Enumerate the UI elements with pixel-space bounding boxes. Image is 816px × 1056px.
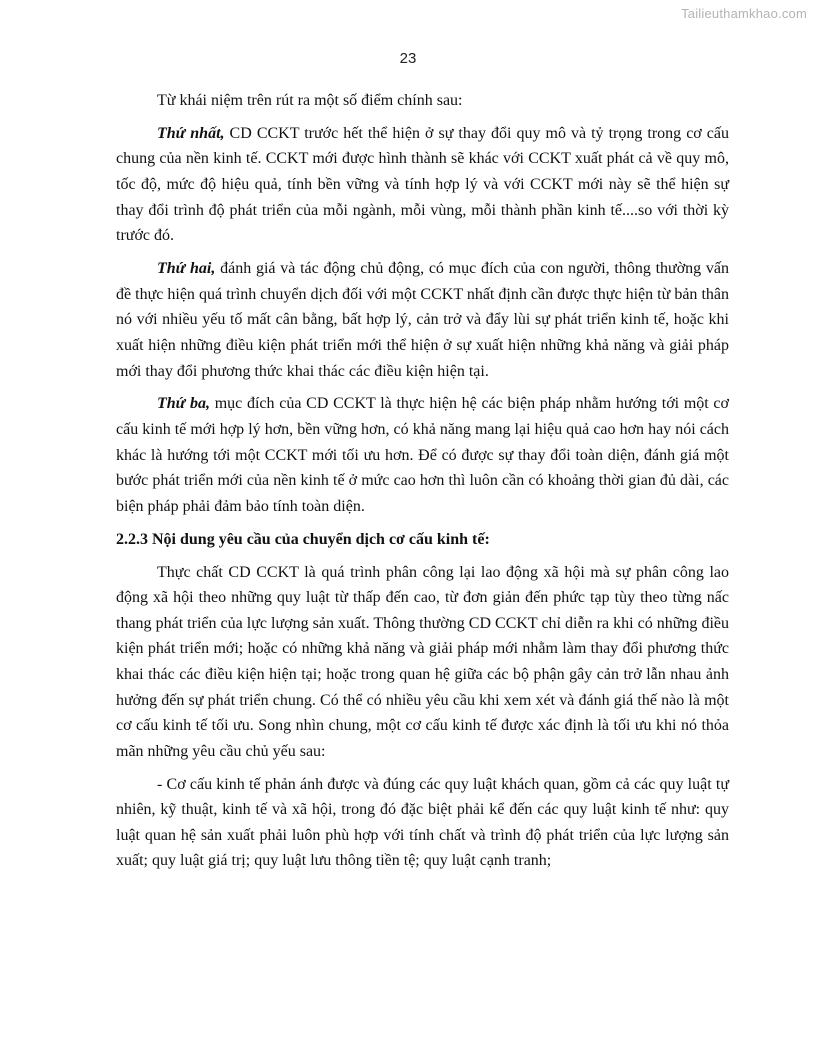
paragraph-intro-text: Từ khái niệm trên rút ra một số điểm chính sau:: [157, 92, 463, 109]
watermark: Tailieuthamkhao.com: [681, 6, 807, 21]
paragraph-requirement-1-text: - Cơ cấu kinh tế phản ánh được và đúng các quy luật khách quan, gồm cả các quy luật tự nhiên, kỹ thuật, kinh tế và xã hội, trong đó đặc biệt phải kể đến các quy luật kinh tế như: quy luật quan hệ sản xuất phải luôn phù hợp với tính chất và trình độ phát triển của lực lượng sản xuất; quy luật giá trị; quy luật lưu thông tiền tệ; quy luật cạnh tranh;: [116, 775, 729, 870]
paragraph-essence-text: Thực chất CD CCKT là quá trình phân công lại lao động xã hội mà sự phân công lao động xã hội theo những quy luật từ thấp đến cao, từ đơn giản đến phức tạp tùy theo từng nấc thang phát triển của lực lượng sản xuất. Thông thường CD CCKT chỉ diễn ra khi có những điều kiện phát triển mới; hoặc có những khả năng và giải pháp mới nhằm làm thay đổi phương thức khai thác các điều kiện hiện tại; hoặc trong quan hệ giữa các bộ phận gây cản trở lẫn nhau ảnh hưởng đến sự phát triển chung. Có thể có nhiều yêu cầu khi xem xét và đánh giá thế nào là một cơ cấu kinh tế tối ưu. Song nhìn chung, một cơ cấu kinh tế được xác định là tối ưu khi nó thỏa mãn những yêu cầu chủ yếu sau:: [116, 563, 729, 760]
section-heading: 2.2.3 Nội dung yêu cầu của chuyển dịch cơ cấu kinh tế:: [116, 530, 490, 548]
third-point-lead: Thứ ba,: [157, 395, 210, 413]
paragraph-essence: [116, 560, 729, 765]
paragraph-third-point: [116, 391, 729, 519]
paragraph-second-point: [116, 256, 729, 384]
first-point-text: CD CCKT trước hết thể hiện ở sự thay đổi quy mô và tỷ trọng trong cơ cấu chung của nền kinh tế. CCKT mới được hình thành sẽ khác với CCKT xuất phát cả về quy mô, tốc độ, mức độ hiệu quả, tính bền vững và tính hợp lý và với CCKT mới này sẽ thể hiện sự thay đổi trình độ phát triển của mỗi ngành, mỗi vùng, mỗi thành phần kinh tế....so với thời kỳ trước đó.: [116, 124, 729, 245]
second-point-lead: Thứ hai,: [157, 260, 216, 278]
third-point-text: mục đích của CD CCKT là thực hiện hệ các biện pháp nhằm hướng tới một cơ cấu kinh tế mới hợp lý hơn, bền vững hơn, có khả năng mang lại hiệu quả cao hơn hay nói cách khác là hướng tới một CCKT mới tối ưu hơn. Để có được sự thay đổi toàn diện, đánh giá một bước phát triển mới của nền kinh tế ở mức cao hơn thì luôn cần có khoảng thời gian đủ dài, các biện pháp phải đảm bảo tính toàn diện.: [116, 395, 729, 515]
first-point-lead: Thứ nhất,: [157, 124, 225, 142]
paragraph-requirement-1: [116, 772, 729, 874]
paragraph-first-point: [116, 121, 729, 249]
second-point-text: đánh giá và tác động chủ động, có mục đích của con người, thông thường vấn đề thực hiện quá trình chuyển dịch đối với một CCKT nhất định cần được thực hiện từ bản thân nó với nhiều yếu tố mất cân bằng, bất hợp lý, cản trở và đẩy lùi sự phát triển kinh tế, hoặc khi xuất hiện những điều kiện phát triển mới thể hiện ở sự xuất hiện những khả năng và giải pháp mới thay đổi phương thức khai thác các điều kiện hiện tại.: [116, 260, 730, 380]
document-body: [116, 88, 729, 874]
paragraph-intro: [116, 88, 729, 114]
page-number: 23: [399, 50, 417, 67]
